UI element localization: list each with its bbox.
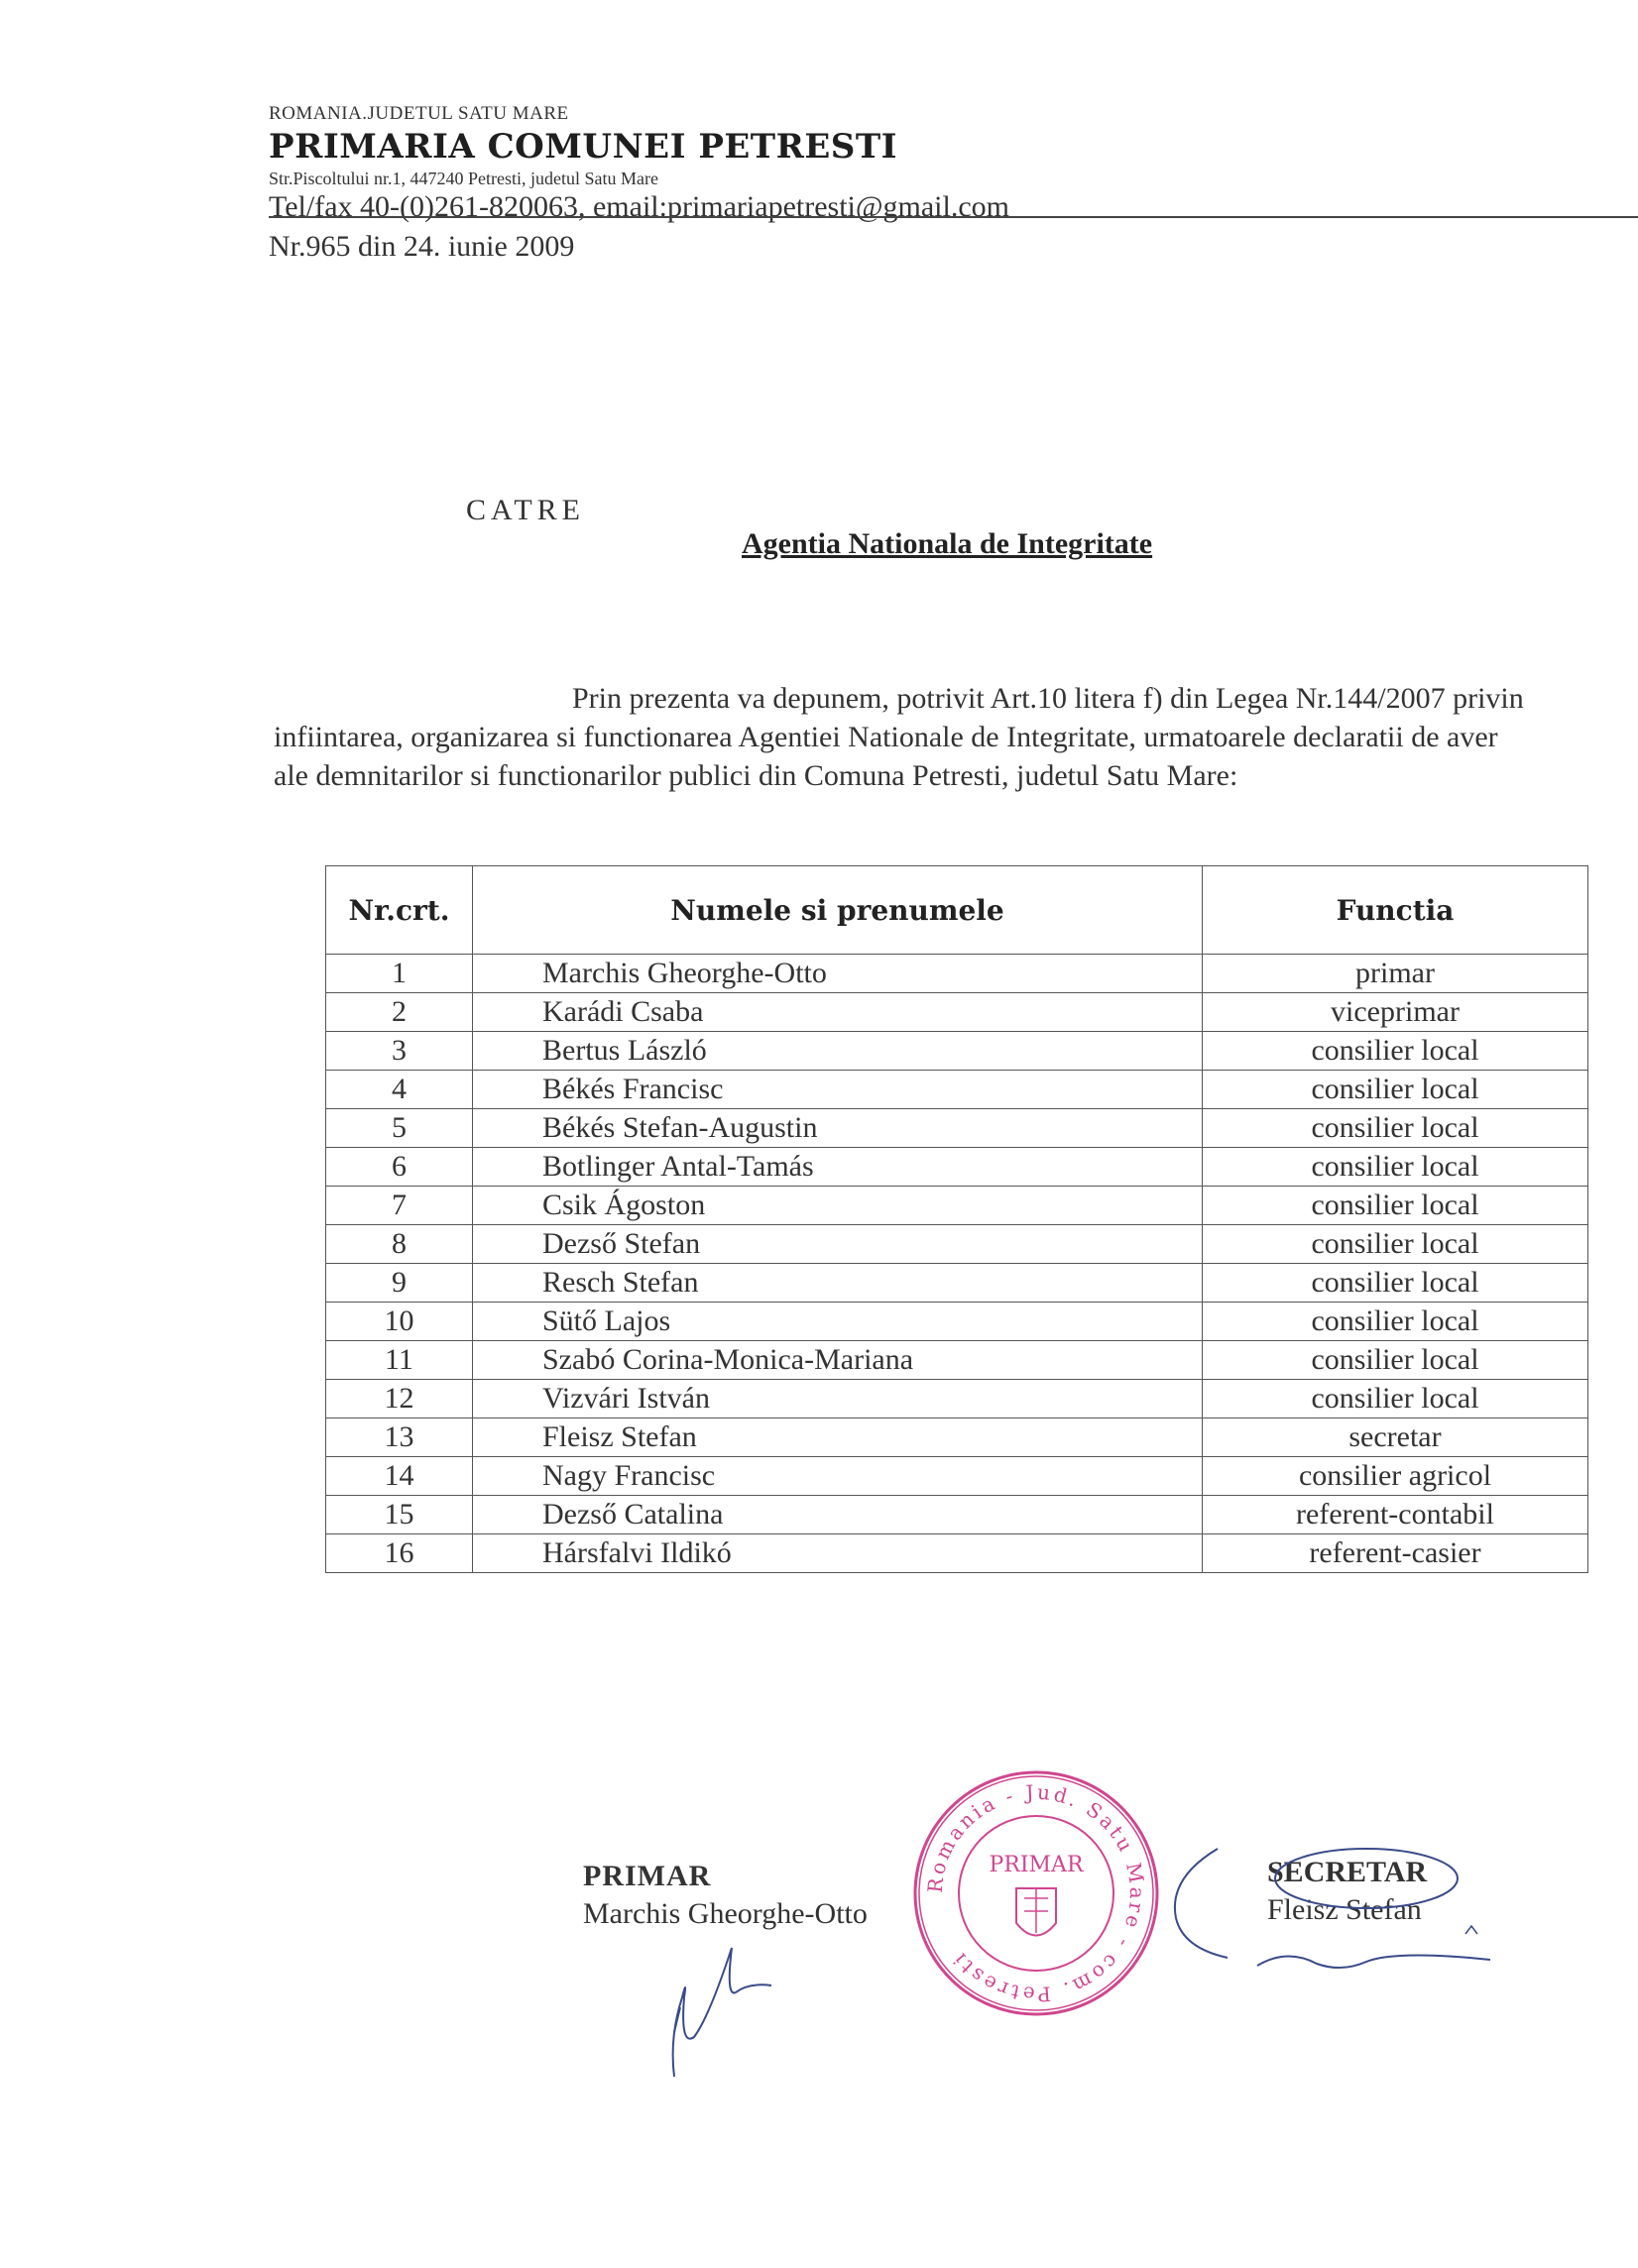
primar-name: Marchis Gheorghe-Otto bbox=[583, 1897, 868, 1930]
header-cell-function: Functia bbox=[1203, 866, 1588, 955]
row-name-cell: Sütő Lajos bbox=[473, 1303, 1203, 1341]
row-number-cell: 4 bbox=[326, 1071, 473, 1109]
row-function-cell: consilier local bbox=[1203, 1225, 1588, 1264]
header-address: Str.Piscoltului nr.1, 447240 Petresti, judetul Satu Mare bbox=[269, 169, 658, 188]
secretar-title: SECRETAR bbox=[1267, 1856, 1428, 1888]
table-row bbox=[326, 1534, 1588, 1573]
table-row bbox=[326, 1032, 1588, 1071]
row-number-cell: 10 bbox=[326, 1303, 473, 1341]
table-row bbox=[326, 1496, 1588, 1534]
table-row bbox=[326, 955, 1588, 993]
row-number-cell: 2 bbox=[326, 993, 473, 1032]
header-institution-name: PRIMARIA COMUNEI PETRESTI bbox=[269, 127, 898, 167]
stamp-center-text: PRIMAR bbox=[989, 1853, 1084, 1877]
row-number-cell: 16 bbox=[326, 1534, 473, 1573]
row-number-cell: 14 bbox=[326, 1457, 473, 1496]
row-function-cell: secretar bbox=[1203, 1418, 1588, 1457]
row-function-cell: consilier local bbox=[1203, 1303, 1588, 1341]
row-name-cell: Dezső Stefan bbox=[473, 1225, 1203, 1264]
row-function-cell: consilier agricol bbox=[1203, 1457, 1588, 1496]
registration-number: Nr.965 din 24. iunie 2009 bbox=[269, 230, 575, 263]
table-row bbox=[326, 1418, 1588, 1457]
table-row bbox=[326, 1148, 1588, 1187]
body-line-1: Prin prezenta va depunem, potrivit Art.10 litera f) din Legea Nr.144/2007 privin bbox=[572, 682, 1524, 715]
row-function-cell: consilier local bbox=[1203, 1264, 1588, 1303]
table-row bbox=[326, 1303, 1588, 1341]
row-name-cell: Marchis Gheorghe-Otto bbox=[473, 955, 1203, 993]
row-number-cell: 3 bbox=[326, 1032, 473, 1071]
row-function-cell: viceprimar bbox=[1203, 993, 1588, 1032]
row-name-cell: Dezső Catalina bbox=[473, 1496, 1203, 1534]
row-function-cell: referent-casier bbox=[1203, 1534, 1588, 1573]
row-name-cell: Békés Francisc bbox=[473, 1071, 1203, 1109]
table-row bbox=[326, 1071, 1588, 1109]
addressee-label: CATRE bbox=[466, 494, 586, 526]
recipient-name: Agentia Nationala de Integritate bbox=[742, 527, 1153, 560]
table-row bbox=[326, 1264, 1588, 1303]
row-number-cell: 8 bbox=[326, 1225, 473, 1264]
row-function-cell: consilier local bbox=[1203, 1148, 1588, 1187]
body-line-2: infiintarea, organizarea si functionarea Agentiei Nationale de Integritate, urmatoarele declaratii de aver bbox=[274, 721, 1498, 753]
table-header-row bbox=[326, 866, 1588, 955]
row-name-cell: Hársfalvi Ildikó bbox=[473, 1534, 1203, 1573]
table-row bbox=[326, 1457, 1588, 1496]
row-function-cell: consilier local bbox=[1203, 1380, 1588, 1418]
table-row bbox=[326, 993, 1588, 1032]
officials-table bbox=[325, 865, 1588, 1573]
row-name-cell: Botlinger Antal-Tamás bbox=[473, 1148, 1203, 1187]
secretar-signature bbox=[1247, 1839, 1495, 1987]
table-row bbox=[326, 1109, 1588, 1148]
row-number-cell: 5 bbox=[326, 1109, 473, 1148]
row-function-cell: consilier local bbox=[1203, 1341, 1588, 1380]
row-function-cell: primar bbox=[1203, 955, 1588, 993]
primar-signature bbox=[654, 1938, 793, 2097]
stamp-ring-text: Romania - Jud. Satu Mare - com. Petresti bbox=[922, 1779, 1150, 2007]
row-function-cell: consilier local bbox=[1203, 1187, 1588, 1225]
row-function-cell: referent-contabil bbox=[1203, 1496, 1588, 1534]
official-stamp bbox=[907, 1764, 1165, 2022]
row-name-cell: Vizvári István bbox=[473, 1380, 1203, 1418]
row-function-cell: consilier local bbox=[1203, 1109, 1588, 1148]
table-row bbox=[326, 1380, 1588, 1418]
row-name-cell: Resch Stefan bbox=[473, 1264, 1203, 1303]
header-cell-nr: Nr.crt. bbox=[326, 866, 473, 955]
row-name-cell: Fleisz Stefan bbox=[473, 1418, 1203, 1457]
header-country-line: ROMANIA.JUDETUL SATU MARE bbox=[269, 103, 569, 124]
row-number-cell: 1 bbox=[326, 955, 473, 993]
header-divider bbox=[269, 216, 1638, 218]
header-cell-name: Numele si prenumele bbox=[473, 866, 1203, 955]
table-row bbox=[326, 1341, 1588, 1380]
row-function-cell: consilier local bbox=[1203, 1032, 1588, 1071]
row-number-cell: 12 bbox=[326, 1380, 473, 1418]
table-row bbox=[326, 1225, 1588, 1264]
header-contact: Tel/fax 40-(0)261-820063, email:primariapetresti@gmail.com bbox=[269, 190, 1009, 223]
row-number-cell: 13 bbox=[326, 1418, 473, 1457]
body-line-3: ale demnitarilor si functionarilor publici din Comuna Petresti, judetul Satu Mare: bbox=[274, 759, 1238, 792]
row-number-cell: 6 bbox=[326, 1148, 473, 1187]
secretar-name: Fleisz Stefan bbox=[1267, 1893, 1422, 1926]
row-name-cell: Bertus László bbox=[473, 1032, 1203, 1071]
row-number-cell: 9 bbox=[326, 1264, 473, 1303]
row-number-cell: 11 bbox=[326, 1341, 473, 1380]
row-name-cell: Szabó Corina-Monica-Mariana bbox=[473, 1341, 1203, 1380]
row-name-cell: Békés Stefan-Augustin bbox=[473, 1109, 1203, 1148]
row-number-cell: 15 bbox=[326, 1496, 473, 1534]
table-row bbox=[326, 1187, 1588, 1225]
primar-title: PRIMAR bbox=[583, 1860, 712, 1892]
row-name-cell: Csik Ágoston bbox=[473, 1187, 1203, 1225]
row-name-cell: Nagy Francisc bbox=[473, 1457, 1203, 1496]
row-name-cell: Karádi Csaba bbox=[473, 993, 1203, 1032]
row-number-cell: 7 bbox=[326, 1187, 473, 1225]
row-function-cell: consilier local bbox=[1203, 1071, 1588, 1109]
